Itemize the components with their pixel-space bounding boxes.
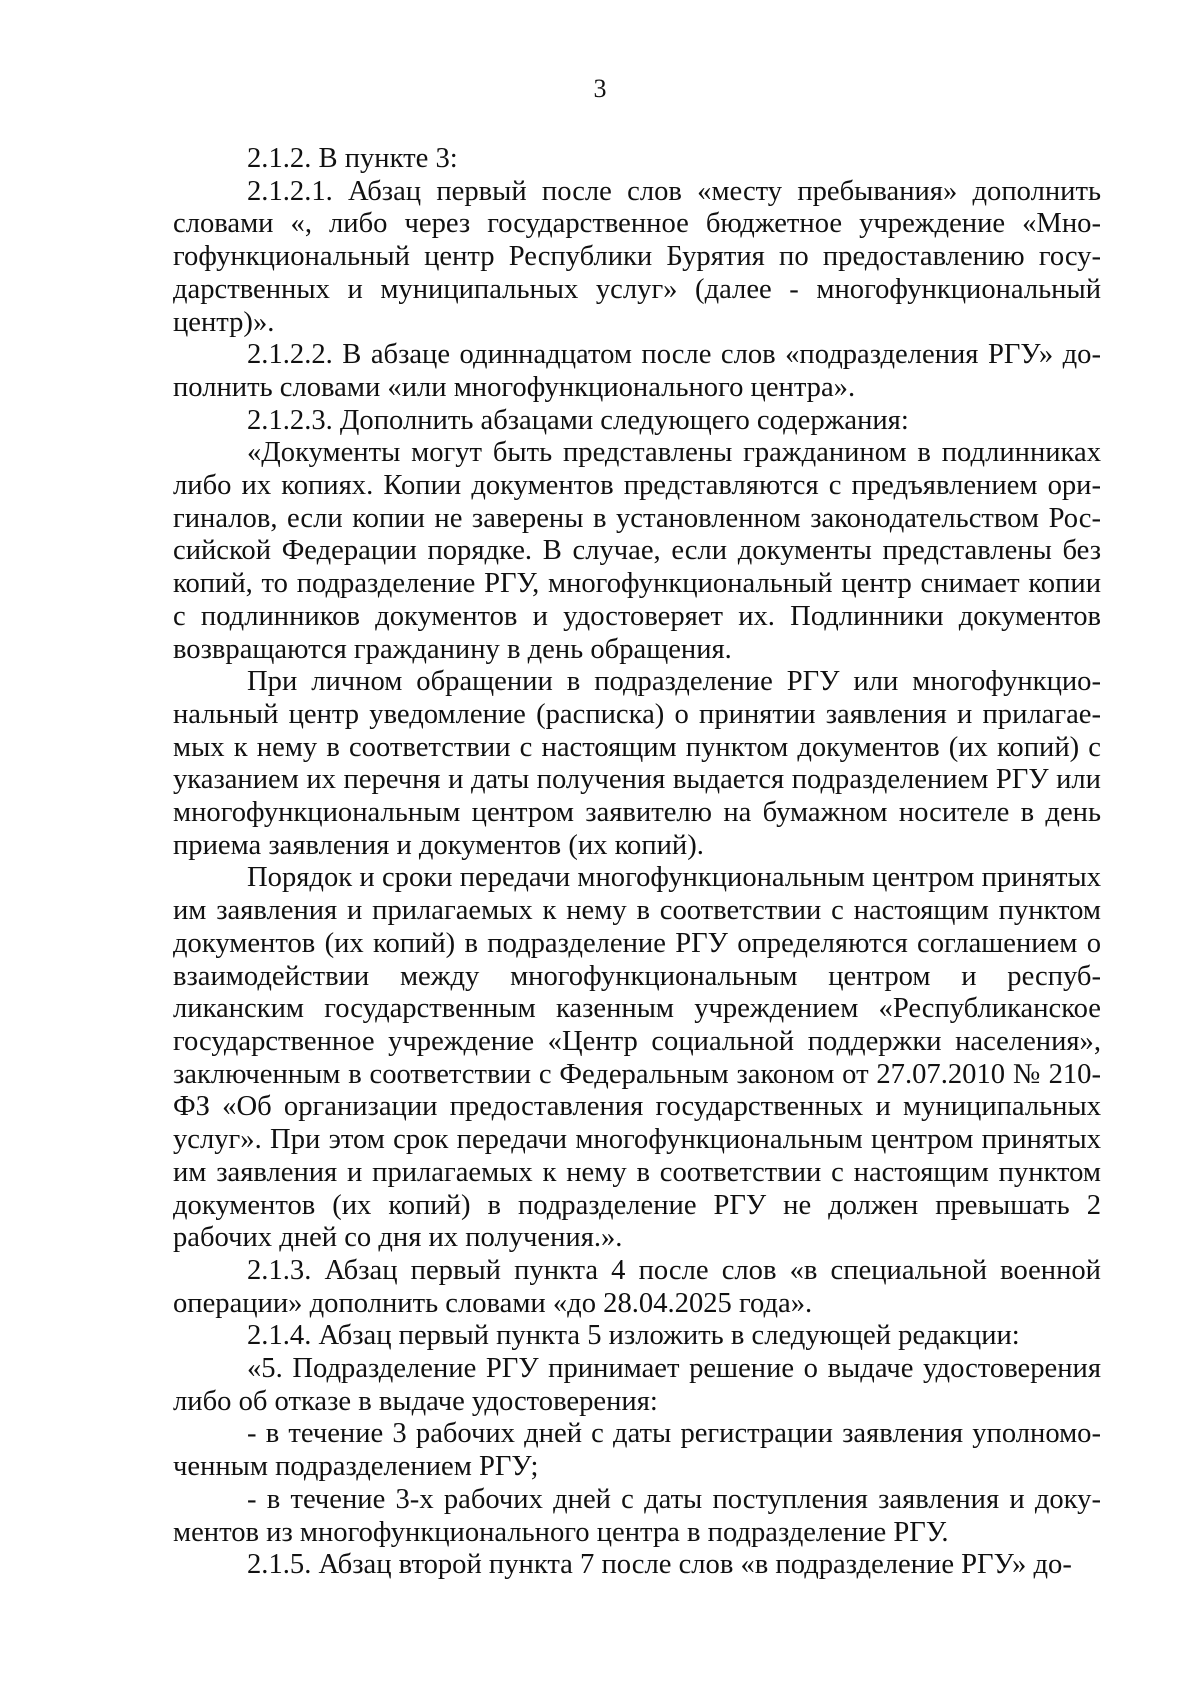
clause-2-1-3: 2.1.3. Абзац первый пункта 4 после слов «в специальной военной операции» дополнить словами «до 28.04.2025 года». bbox=[173, 1254, 1101, 1319]
list-item-mfc-deadline: - в течение 3-х рабочих дней с даты поступления заявления и документов из многофункционального центра в подразделение РГУ. bbox=[173, 1483, 1101, 1548]
quoted-item-5: «5. Подразделение РГУ принимает решение о выдаче удостоверения либо об отказе в выдаче удостоверения: bbox=[173, 1353, 1101, 1417]
page-number: 3 bbox=[593, 74, 607, 103]
clause-2-1-4: 2.1.4. Абзац первый пункта 5 изложить в следующей редакции: bbox=[247, 1320, 1020, 1352]
quoted-paragraph-personal-visit: При личном обращении в подразделение РГУ или многофункциональный центр уведомление (расписка) о принятии заявления и прилагаемых к нему в соответствии с настоящим пунктом документов (их копий) с указанием их перечня и даты получения выдается подразделением РГУ или многофункциональным центром заявителю на бумажном носителе в день приема заявления и документов (их копий). bbox=[173, 666, 1101, 861]
clause-2-1-5: 2.1.5. Абзац второй пункта 7 после слов «в подразделение РГУ» до- bbox=[247, 1549, 1072, 1581]
quoted-paragraph-transfer-procedure: Порядок и сроки передачи многофункциональным центром принятых им заявления и прилагаемых к нему в соответствии с настоящим пунктом документов (их копий) в подразделение РГУ определяются соглашением о взаимодействии между многофункциональным центром и республиканским государственным казенным учреждением «Республиканское государственное учреждение «Центр социальной поддержки населения», заключенным в соответствии с Федеральным законом от 27.07.2010 № 210-ФЗ «Об организации предоставления государственных и муниципальных услуг». При этом срок передачи многофункциональным центром принятых им заявления и прилагаемых к нему в соответствии с настоящим пунктом документов (их копий) в подразделение РГУ не должен превышать 2 рабочих дней со дня их получения.». bbox=[173, 862, 1101, 1254]
clause-2-1-2-3: 2.1.2.3. Дополнить абзацами следующего содержания: bbox=[247, 404, 909, 436]
quoted-paragraph-documents: «Документы могут быть представлены гражданином в подлинниках либо их копиях. Копии документов представляются с предъявлением оригиналов, если копии не заверены в установленном законодательством Российской Федерации порядке. В случае, если документы представлены без копий, то подразделение РГУ, многофункциональный центр снимает копии с подлинников документов и удостоверяет их. Подлинники документов возвращаются гражданину в день обращения. bbox=[173, 437, 1101, 665]
clause-2-1-2-2: 2.1.2.2. В абзаце одиннадцатом после слов «подразделения РГУ» дополнить словами «или многофункционального центра». bbox=[173, 339, 1101, 403]
clause-2-1-2-1: 2.1.2.1. Абзац первый после слов «месту пребывания» дополнить словами «, либо через государственное бюджетное учреждение «Многофункциональный центр Республики Бурятия по предоставлению государственных и муниципальных услуг» (далее - многофункциональный центр)». bbox=[173, 175, 1101, 338]
list-item-registration-deadline: - в течение 3 рабочих дней с даты регистрации заявления уполномоченным подразделением РГУ; bbox=[173, 1418, 1101, 1483]
document-body bbox=[173, 143, 1101, 1582]
clause-2-1-2: 2.1.2. В пункте 3: bbox=[247, 143, 458, 174]
